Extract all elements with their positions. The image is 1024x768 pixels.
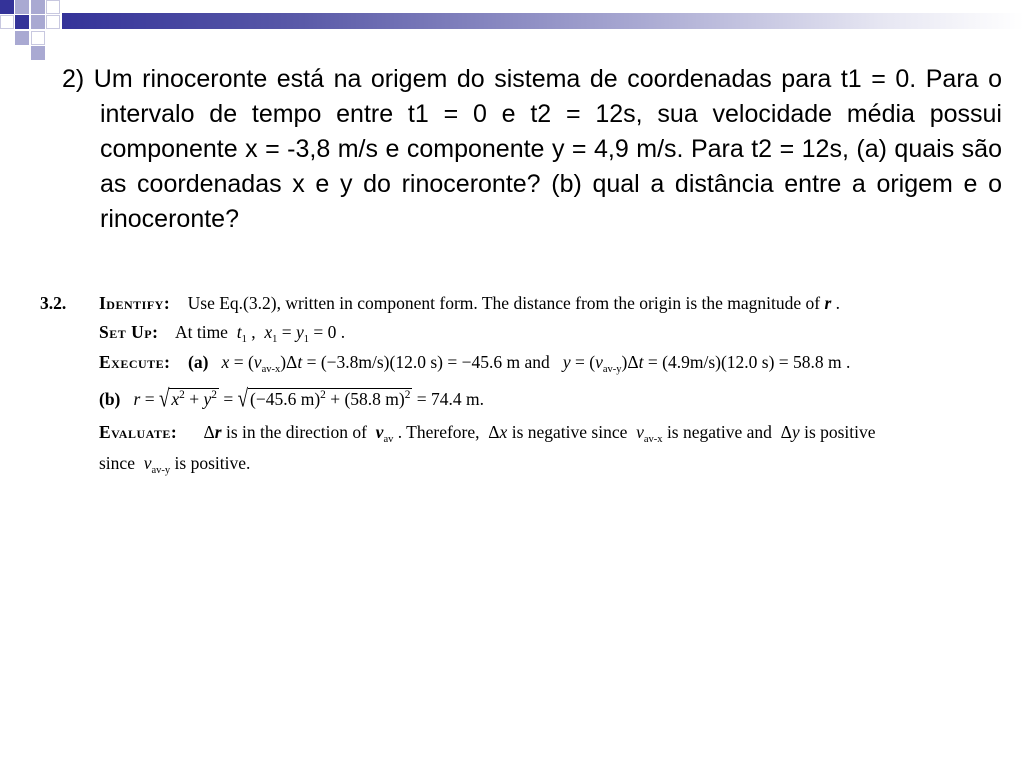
part-b-line — [99, 384, 484, 415]
deco-square — [31, 31, 45, 45]
execute-label: Execute: — [99, 352, 171, 372]
equation-r: r = √ $x^2 + y^2$ = √ (−45.6 m)$^2$ + (58.8 m)$^2$ = 74.4 m. — [133, 385, 485, 414]
header-gradient-bar — [62, 13, 1024, 29]
identify-line: Identify: Use Eq.(3.2), written in component form. The distance from the origin is the magnitude of r . — [99, 293, 841, 313]
part-b-label: (b) — [99, 389, 121, 409]
execute-line — [99, 347, 850, 378]
identify-label: Identify: — [99, 293, 171, 313]
problem-number: 3.2. — [40, 293, 67, 313]
deco-square — [15, 15, 29, 29]
evaluate-label: Evaluate: — [99, 422, 178, 442]
part-a-label: (a) — [188, 352, 209, 372]
deco-square — [0, 0, 14, 14]
vector-r: r — [824, 293, 832, 313]
equation-x: $x = (v_{av-x})\Delta t = (-3.8m/s)(12.0$ s) = −45.6 m and — [221, 352, 550, 375]
setup-label: Set Up: — [99, 322, 159, 342]
evaluate-line: Evaluate: Δr is in the direction of $v_{av}$ . Therefore, Δx is negative since $v_{av-x}$ is negative and Δy is positive — [99, 422, 876, 445]
setup-equation: $t_1$ , $x_1 = y_1 = 0$ . — [236, 322, 346, 345]
deco-square — [46, 15, 60, 29]
deco-square — [15, 0, 29, 14]
deco-square — [46, 0, 60, 14]
equation-y: $y = (v_{av-y})\Delta t = (4.9m/s)(12.0$ s) = 58.8 m . — [562, 352, 851, 375]
deco-square — [31, 0, 45, 14]
deco-square — [31, 15, 45, 29]
question-text: 2) Um rinoceronte está na origem do sistema de coordenadas para t1 = 0. Para o intervalo de tempo entre t1 = 0 e t2 = 12s, sua velocidade média possui componente x = -3,8 m/s e componente y = 4,9 m/s. Para t2 = 12s, (a) quais são as coordenadas x e y do rinoceronte? (b) qual a distância entre a origem e o rinoceronte? — [62, 65, 1002, 233]
evaluate-line-2: since $v_{av-y}$ is positive. — [99, 453, 251, 476]
setup-line — [99, 317, 345, 348]
identify-text: Use Eq.(3.2), written in component form. The distance from the origin is the magnitude of — [187, 293, 821, 313]
deco-square — [15, 31, 29, 45]
setup-text: At time — [174, 322, 228, 342]
deco-square — [31, 46, 45, 60]
deco-square — [0, 15, 14, 29]
